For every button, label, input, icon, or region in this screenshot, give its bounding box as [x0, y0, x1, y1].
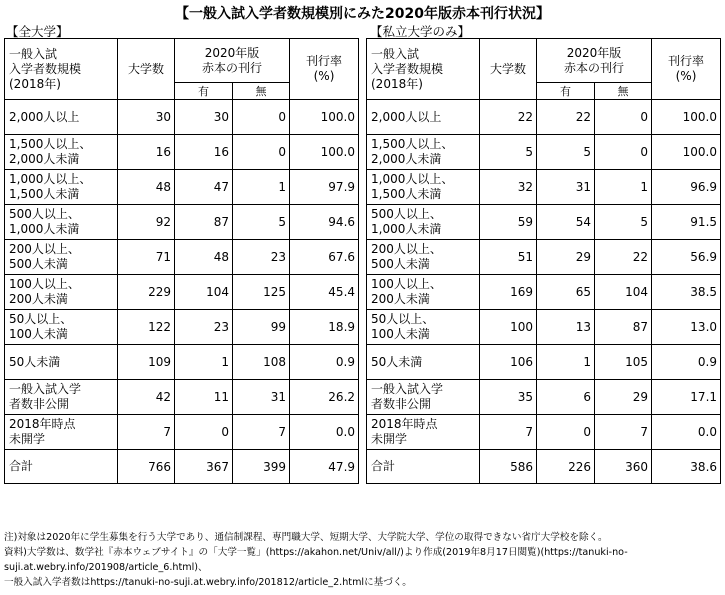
publication-rate-cell: 47.9 — [290, 450, 359, 484]
published-yes-cell: 16 — [175, 135, 233, 170]
published-no-cell: 99 — [233, 310, 290, 345]
published-no-cell: 0 — [595, 135, 652, 170]
total-row — [5, 450, 359, 484]
table-row — [5, 135, 359, 170]
category-cell: 1,500人以上、 2,000人未満 — [367, 135, 480, 170]
published-yes-cell: 29 — [537, 240, 595, 275]
university-count-cell: 5 — [480, 135, 537, 170]
published-no-cell: 22 — [595, 240, 652, 275]
published-no-cell: 87 — [595, 310, 652, 345]
published-yes-cell: 13 — [537, 310, 595, 345]
publication-rate-cell: 38.6 — [652, 450, 721, 484]
published-no-cell: 0 — [233, 100, 290, 135]
page-title: 【一般入試入学者数規模別にみた2020年版赤本刊行状況】 — [175, 6, 550, 22]
header-edition: 2020年版 赤本の刊行 — [175, 39, 290, 83]
category-cell: 合計 — [5, 450, 118, 484]
published-yes-cell: 104 — [175, 275, 233, 310]
publication-rate-cell: 17.1 — [652, 380, 721, 415]
published-yes-cell: 31 — [537, 170, 595, 205]
published-no-cell: 5 — [233, 205, 290, 240]
university-count-cell: 16 — [118, 135, 175, 170]
publication-rate-cell: 0.0 — [290, 415, 359, 450]
university-count-cell: 51 — [480, 240, 537, 275]
publication-rate-cell: 96.9 — [652, 170, 721, 205]
table-row — [5, 100, 359, 135]
footnote-line: 一般入試入学者数はhttps://tanuki-no-suji.at.webry.info/201812/article_2.htmlに基づく。 — [4, 577, 412, 588]
published-yes-cell: 65 — [537, 275, 595, 310]
category-cell: 500人以上、 1,000人未満 — [5, 205, 118, 240]
category-cell: 100人以上、 200人未満 — [367, 275, 480, 310]
published-yes-cell: 23 — [175, 310, 233, 345]
published-yes-cell: 54 — [537, 205, 595, 240]
publication-rate-cell: 0.0 — [652, 415, 721, 450]
table-row — [367, 135, 721, 170]
published-no-cell: 105 — [595, 345, 652, 380]
published-no-cell: 104 — [595, 275, 652, 310]
university-count-cell: 59 — [480, 205, 537, 240]
table-row — [367, 380, 721, 415]
published-no-cell: 7 — [595, 415, 652, 450]
total-row — [367, 450, 721, 484]
table-row — [367, 240, 721, 275]
publication-rate-cell: 45.4 — [290, 275, 359, 310]
category-cell: 一般入試入学 者数非公開 — [5, 380, 118, 415]
published-yes-cell: 22 — [537, 100, 595, 135]
table-row — [5, 380, 359, 415]
publication-rate-cell: 13.0 — [652, 310, 721, 345]
published-no-cell: 5 — [595, 205, 652, 240]
table-body — [5, 100, 359, 484]
caption-private-universities: 【私立大学のみ】 — [370, 24, 471, 39]
publication-rate-cell: 97.9 — [290, 170, 359, 205]
table-row — [5, 310, 359, 345]
university-count-cell: 169 — [480, 275, 537, 310]
footnote-line: suji.at.webry.info/201908/article_6.html)、 — [4, 562, 208, 573]
university-count-cell: 100 — [480, 310, 537, 345]
university-count-cell: 30 — [118, 100, 175, 135]
university-count-cell: 92 — [118, 205, 175, 240]
table-all-universities — [4, 38, 359, 484]
header-scale: 一般入試 入学者数規模 (2018年) — [5, 39, 118, 100]
published-no-cell: 31 — [233, 380, 290, 415]
university-count-cell: 109 — [118, 345, 175, 380]
category-cell: 2018年時点 未開学 — [5, 415, 118, 450]
header-edition: 2020年版 赤本の刊行 — [537, 39, 652, 83]
publication-rate-cell: 94.6 — [290, 205, 359, 240]
header-scale: 一般入試 入学者数規模 (2018年) — [367, 39, 480, 100]
table-row — [5, 345, 359, 380]
publication-rate-cell: 67.6 — [290, 240, 359, 275]
category-cell: 50人未満 — [5, 345, 118, 380]
published-yes-cell: 0 — [537, 415, 595, 450]
university-count-cell: 7 — [480, 415, 537, 450]
published-yes-cell: 11 — [175, 380, 233, 415]
table-row — [5, 275, 359, 310]
header-yes: 有 — [537, 83, 595, 100]
university-count-cell: 7 — [118, 415, 175, 450]
published-yes-cell: 367 — [175, 450, 233, 484]
table-row — [5, 205, 359, 240]
category-cell: 2018年時点 未開学 — [367, 415, 480, 450]
table-private-universities — [366, 38, 721, 484]
header-no: 無 — [595, 83, 652, 100]
publication-rate-cell: 91.5 — [652, 205, 721, 240]
table-row — [367, 415, 721, 450]
publication-rate-cell: 100.0 — [290, 100, 359, 135]
footnote-line: 資料)大学数は、数学社『赤本ウェブサイト』の「大学一覧」(https://akahon.net/Univ/all/)より作成(2019年8月17日閲覧)(https://tanuki-no- — [4, 547, 628, 558]
category-cell: 200人以上、 500人未満 — [5, 240, 118, 275]
header-yes: 有 — [175, 83, 233, 100]
published-yes-cell: 5 — [537, 135, 595, 170]
published-yes-cell: 87 — [175, 205, 233, 240]
published-no-cell: 1 — [595, 170, 652, 205]
publication-rate-cell: 26.2 — [290, 380, 359, 415]
university-count-cell: 42 — [118, 380, 175, 415]
published-yes-cell: 1 — [175, 345, 233, 380]
table-body — [367, 100, 721, 484]
category-cell: 1,000人以上、 1,500人未満 — [5, 170, 118, 205]
footnote-line: 注)対象は2020年に学生募集を行う大学であり、通信制課程、専門職大学、短期大学、大学院大学、学位の取得できない省庁大学校を除く。 — [4, 532, 608, 543]
university-count-cell: 48 — [118, 170, 175, 205]
published-no-cell: 360 — [595, 450, 652, 484]
published-yes-cell: 47 — [175, 170, 233, 205]
publication-rate-cell: 100.0 — [290, 135, 359, 170]
published-no-cell: 0 — [595, 100, 652, 135]
published-no-cell: 399 — [233, 450, 290, 484]
publication-rate-cell: 18.9 — [290, 310, 359, 345]
published-no-cell: 125 — [233, 275, 290, 310]
category-cell: 合計 — [367, 450, 480, 484]
published-no-cell: 29 — [595, 380, 652, 415]
table-row — [5, 240, 359, 275]
published-no-cell: 7 — [233, 415, 290, 450]
university-count-cell: 229 — [118, 275, 175, 310]
category-cell: 1,000人以上、 1,500人未満 — [367, 170, 480, 205]
category-cell: 50人以上、 100人未満 — [367, 310, 480, 345]
table-row — [367, 310, 721, 345]
category-cell: 1,500人以上、 2,000人未満 — [5, 135, 118, 170]
table-row — [367, 275, 721, 310]
university-count-cell: 32 — [480, 170, 537, 205]
published-yes-cell: 6 — [537, 380, 595, 415]
published-yes-cell: 0 — [175, 415, 233, 450]
category-cell: 50人以上、 100人未満 — [5, 310, 118, 345]
published-yes-cell: 226 — [537, 450, 595, 484]
published-yes-cell: 30 — [175, 100, 233, 135]
table-row — [5, 415, 359, 450]
table-row — [367, 170, 721, 205]
published-yes-cell: 48 — [175, 240, 233, 275]
category-cell: 2,000人以上 — [367, 100, 480, 135]
university-count-cell: 22 — [480, 100, 537, 135]
table-row — [367, 205, 721, 240]
university-count-cell: 586 — [480, 450, 537, 484]
category-cell: 500人以上、 1,000人未満 — [367, 205, 480, 240]
published-no-cell: 1 — [233, 170, 290, 205]
university-count-cell: 122 — [118, 310, 175, 345]
footnotes — [4, 530, 722, 590]
table-row — [5, 170, 359, 205]
published-no-cell: 108 — [233, 345, 290, 380]
publication-rate-cell: 0.9 — [290, 345, 359, 380]
publication-rate-cell: 100.0 — [652, 100, 721, 135]
category-cell: 200人以上、 500人未満 — [367, 240, 480, 275]
category-cell: 50人未満 — [367, 345, 480, 380]
header-no: 無 — [233, 83, 290, 100]
category-cell: 一般入試入学 者数非公開 — [367, 380, 480, 415]
header-universities: 大学数 — [118, 39, 175, 100]
caption-all-universities: 【全大学】 — [6, 24, 69, 39]
published-no-cell: 0 — [233, 135, 290, 170]
published-no-cell: 23 — [233, 240, 290, 275]
category-cell: 100人以上、 200人未満 — [5, 275, 118, 310]
publication-rate-cell: 100.0 — [652, 135, 721, 170]
table-row — [367, 345, 721, 380]
university-count-cell: 71 — [118, 240, 175, 275]
publication-rate-cell: 56.9 — [652, 240, 721, 275]
header-rate: 刊行率 (%) — [290, 39, 359, 100]
publication-rate-cell: 38.5 — [652, 275, 721, 310]
university-count-cell: 35 — [480, 380, 537, 415]
publication-rate-cell: 0.9 — [652, 345, 721, 380]
header-rate: 刊行率 (%) — [652, 39, 721, 100]
published-yes-cell: 1 — [537, 345, 595, 380]
table-row — [367, 100, 721, 135]
university-count-cell: 766 — [118, 450, 175, 484]
category-cell: 2,000人以上 — [5, 100, 118, 135]
university-count-cell: 106 — [480, 345, 537, 380]
header-universities: 大学数 — [480, 39, 537, 100]
